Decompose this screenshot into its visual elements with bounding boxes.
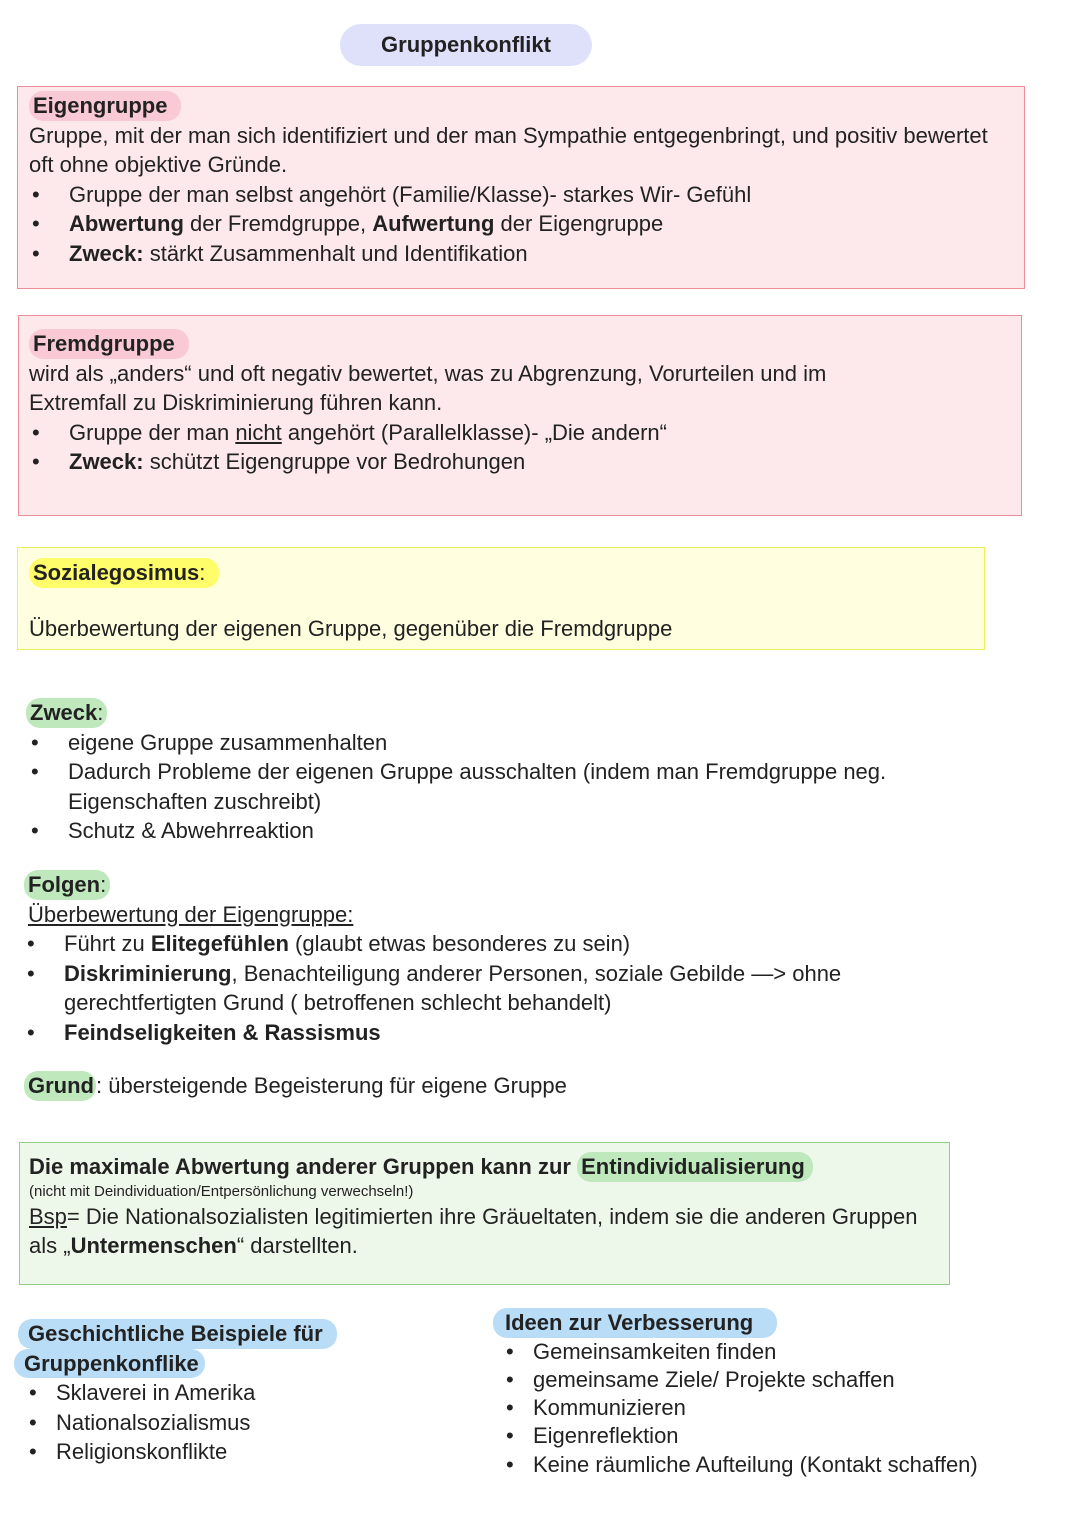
sozialegoismus-box <box>17 547 985 650</box>
list-item: • Abwertung der Fremdgruppe, Aufwertung der Eigengruppe <box>29 209 1014 239</box>
ideen-section <box>493 1308 1073 1479</box>
list-item: • Kommunizieren <box>503 1394 1073 1422</box>
geschichte-heading-line1: Geschichtliche Beispiele für <box>18 1319 337 1349</box>
fremdgruppe-definition: wird als „anders“ und oft negativ bewertet, was zu Abgrenzung, Vorurteilen und im Extremfall zu Diskriminierung führen kann. <box>29 360 827 415</box>
grund-line: Grund: übersteigende Begeisterung für eigene Gruppe <box>24 1071 567 1101</box>
folgen-list <box>24 929 1024 1047</box>
geschichte-section <box>14 1319 484 1467</box>
list-item: • Keine räumliche Aufteilung (Kontakt schaffen) <box>503 1451 1073 1479</box>
list-item: • Eigenreflektion <box>503 1422 1073 1450</box>
list-item: • Zweck: stärkt Zusammenhalt und Identifikation <box>29 239 1014 269</box>
list-item: • eigene Gruppe zusammenhalten <box>28 728 1026 758</box>
list-item: • Schutz & Abwehrreaktion <box>28 816 1026 846</box>
list-item: • Zweck: schützt Eigengruppe vor Bedrohungen <box>29 447 1011 477</box>
eigengruppe-list <box>29 180 1014 269</box>
ideen-heading: Ideen zur Verbesserung <box>493 1308 777 1338</box>
fremdgruppe-list <box>29 418 1011 477</box>
zweck-heading: Zweck: <box>26 698 107 728</box>
entindividualisierung-box <box>19 1142 950 1285</box>
list-item: • Sklaverei in Amerika <box>26 1378 484 1408</box>
entindividualisierung-lead: Die maximale Abwertung anderer Gruppen kann zur Entindividualisierung <box>29 1152 939 1182</box>
folgen-heading: Folgen: <box>24 870 110 900</box>
list-item: • Gemeinsamkeiten finden <box>503 1338 1073 1366</box>
list-item: • gemeinsame Ziele/ Projekte schaffen <box>503 1366 1073 1394</box>
sozialegoismus-heading: Sozialegosimus: <box>29 558 219 588</box>
entindividualisierung-example: Bsp= Die Nationalsozialisten legitimierten ihre Gräueltaten, indem sie die anderen Gruppen als „Untermenschen“ darstellten. <box>29 1203 918 1258</box>
geschichte-heading-line2: Gruppenkonflike <box>14 1349 205 1379</box>
entindividualisierung-note: (nicht mit Deindividuation/Entpersönlichung verwechseln!) <box>29 1182 414 1200</box>
list-item: • Feindseligkeiten & Rassismus <box>24 1018 1024 1048</box>
list-item: • Nationalsozialismus <box>26 1408 484 1438</box>
list-item: • Diskriminierung, Benachteiligung anderer Personen, soziale Gebilde —> ohne gerechtfertigten Grund ( betroffenen schlecht behandelt) <box>24 959 914 1018</box>
grund-label: Grund <box>24 1071 96 1101</box>
fremdgruppe-box <box>18 315 1022 516</box>
list-item: • Religionskonflikte <box>26 1437 484 1467</box>
ideen-list <box>503 1338 1073 1479</box>
geschichte-list <box>26 1378 484 1467</box>
fremdgruppe-heading: Fremdgruppe <box>29 329 189 359</box>
folgen-section <box>24 870 1024 1047</box>
list-item: • Gruppe der man selbst angehört (Familie/Klasse)- starkes Wir- Gefühl <box>29 180 1014 210</box>
list-item: • Gruppe der man nicht angehört (Parallelklasse)- „Die andern“ <box>29 418 1011 448</box>
page-title: Gruppenkonflikt <box>340 24 592 66</box>
sozialegoismus-definition: Überbewertung der eigenen Gruppe, gegenüber die Fremdgruppe <box>29 615 673 641</box>
zweck-list <box>28 728 1026 846</box>
zweck-section <box>26 698 1026 846</box>
folgen-subheading: Überbewertung der Eigengruppe: <box>28 901 354 927</box>
eigengruppe-heading: Eigengruppe <box>29 91 181 121</box>
list-item: • Führt zu Elitegefühlen (glaubt etwas besonderes zu sein) <box>24 929 1024 959</box>
eigengruppe-box <box>17 86 1025 289</box>
eigengruppe-definition: Gruppe, mit der man sich identifiziert und der man Sympathie entgegenbringt, und positiv bewertet oft ohne objektive Gründe. <box>29 122 988 177</box>
list-item: • Dadurch Probleme der eigenen Gruppe ausschalten (indem man Fremdgruppe neg. Eigenschaften zuschreibt) <box>28 757 918 816</box>
